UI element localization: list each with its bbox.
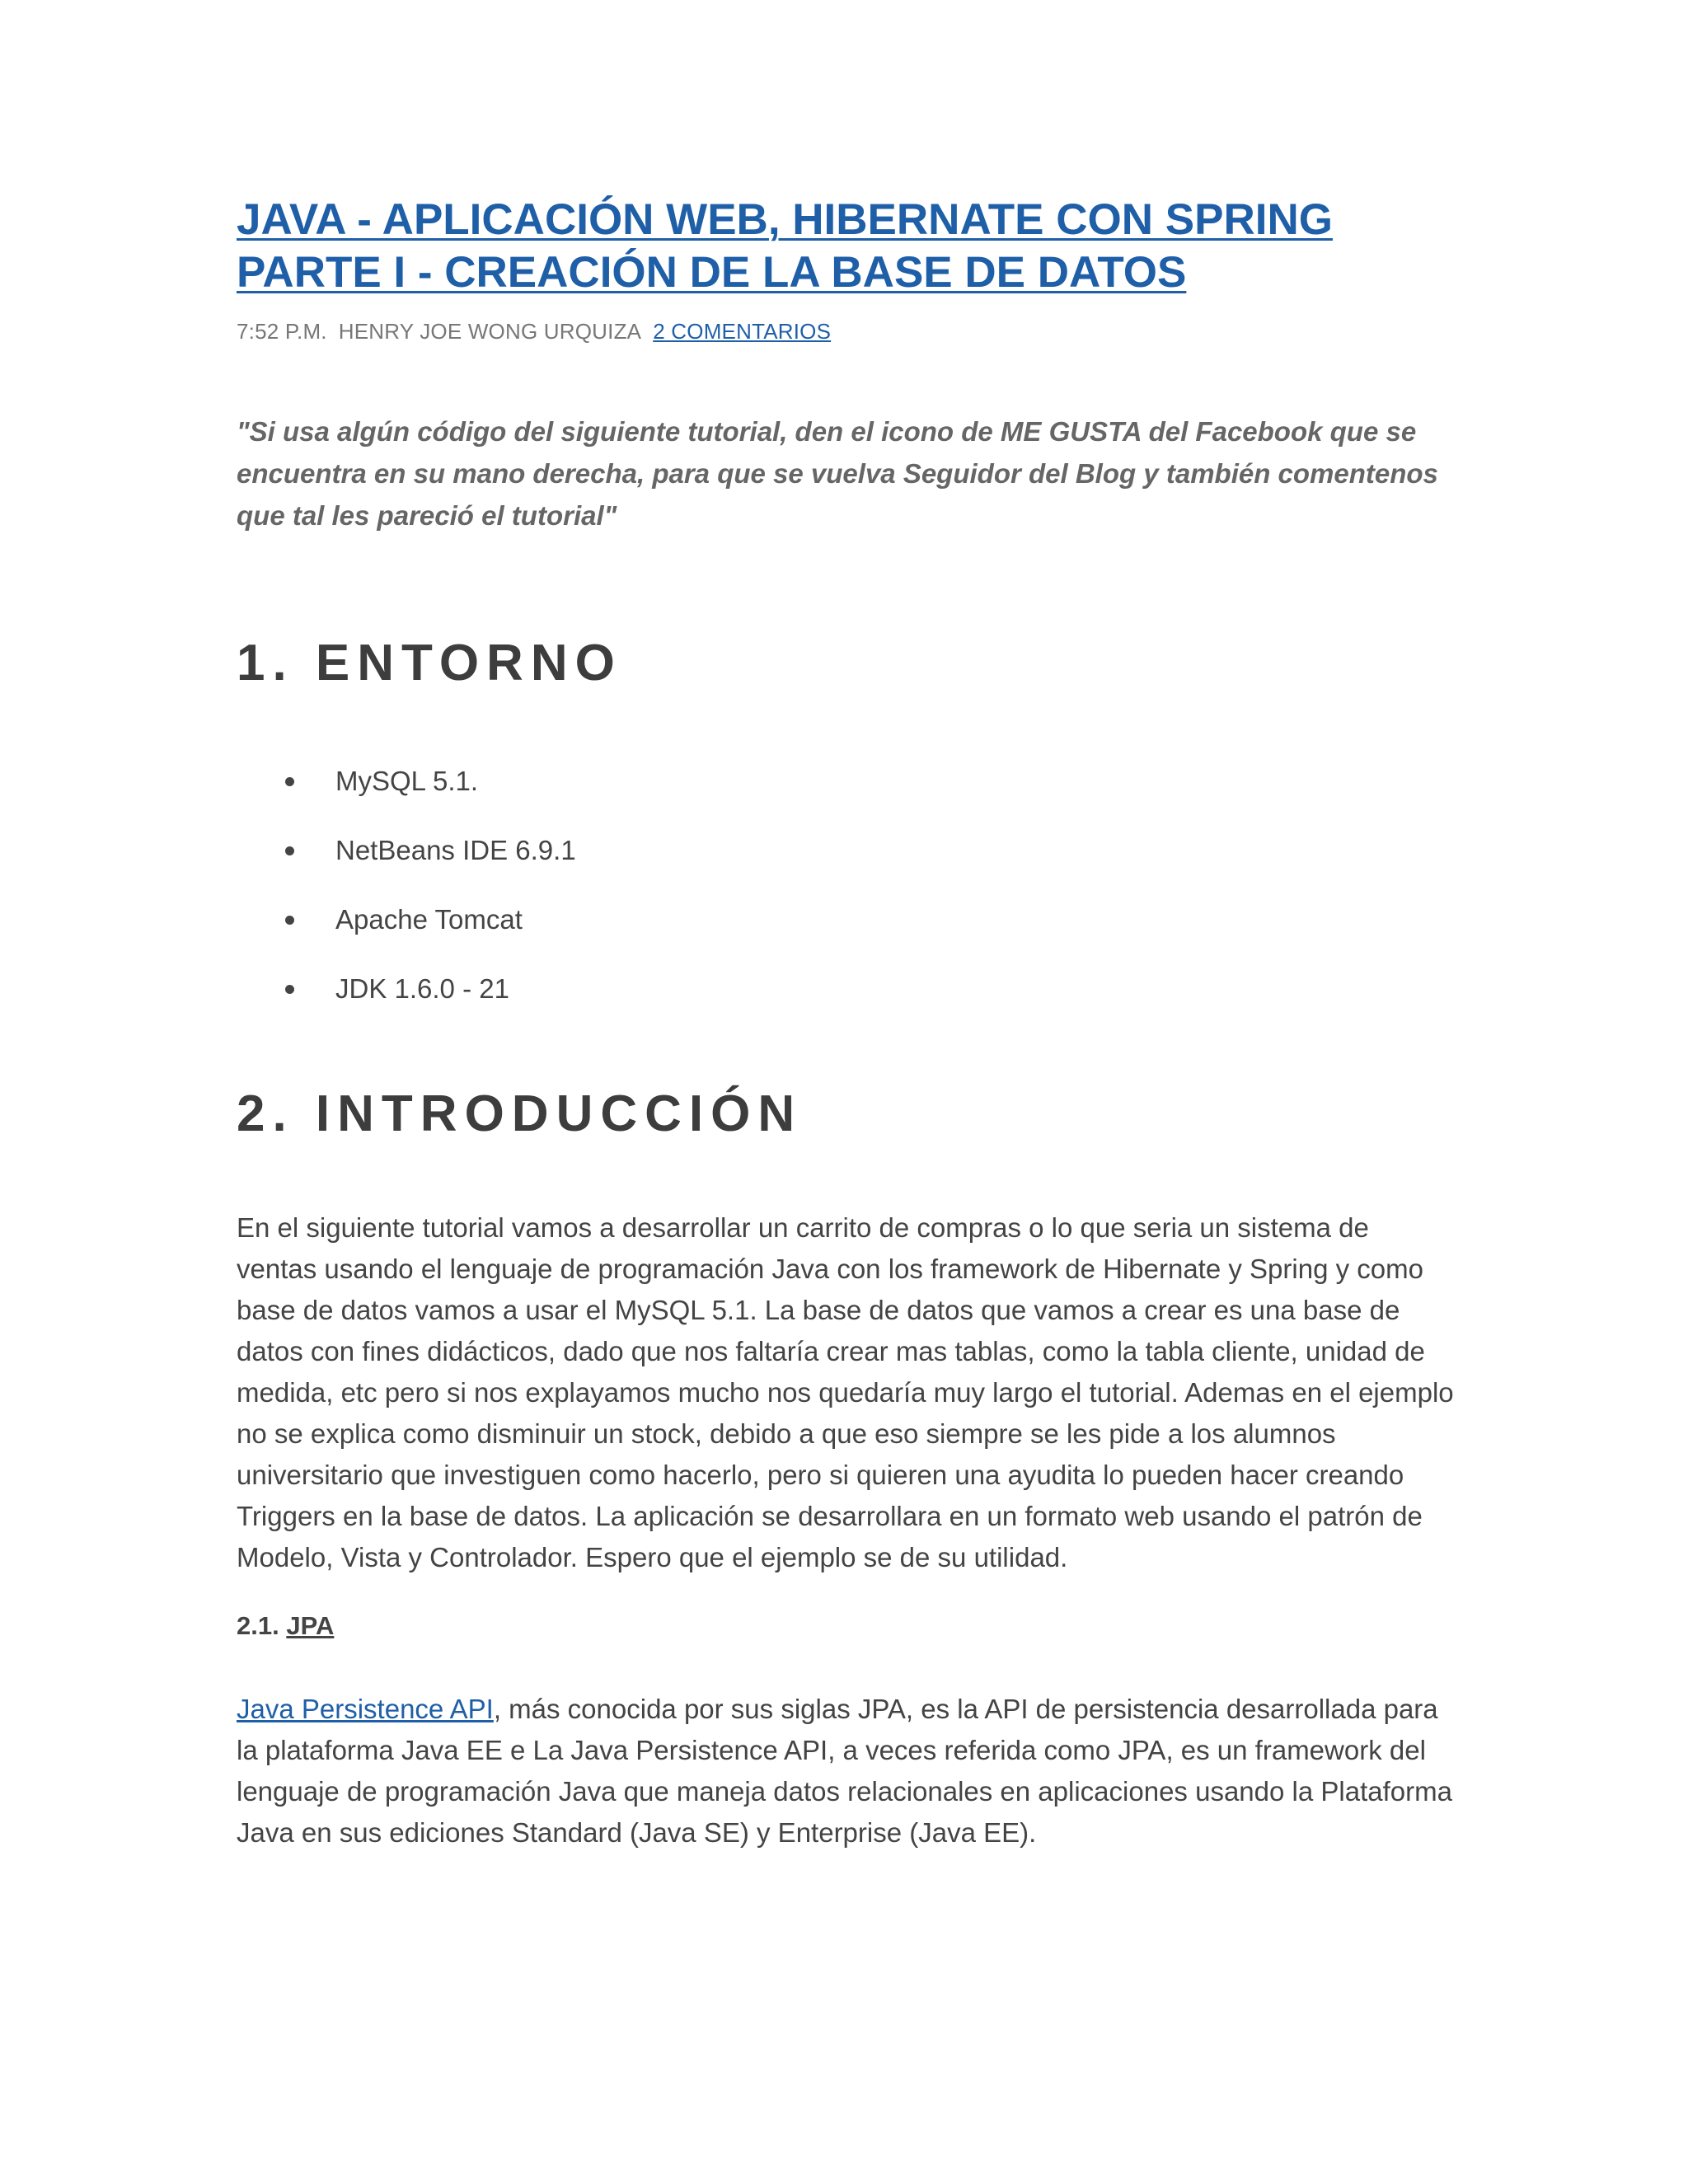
jpa-paragraph — [237, 1689, 1456, 1854]
intro-quote: "Si usa algún código del siguiente tutorial, den el icono de ME GUSTA del Facebook que se encuentra en su mano derecha, para que se vuelva Seguidor del Blog y también comentenos que tal les pareció el tutorial" — [237, 416, 1438, 531]
blog-post — [237, 194, 1456, 1881]
post-author: HENRY JOE WONG URQUIZA — [338, 319, 642, 344]
subsection-heading-jpa — [237, 1611, 1456, 1641]
environment-list — [237, 765, 1456, 1005]
list-item: NetBeans IDE 6.9.1 — [237, 834, 1456, 867]
post-title-link[interactable] — [237, 194, 1456, 299]
post-meta — [237, 319, 1456, 344]
comments-link[interactable]: 2 COMENTARIOS — [653, 319, 832, 344]
jpa-description: , más conocida por sus siglas JPA, es la API de persistencia desarrollada para la plataforma Java EE e La Java Persistence API, a veces referida como JPA, es un framework del lenguaje de programación Java que maneja datos relacionales en aplicaciones usando la Plataforma Java en sus ediciones Standard (Java SE) y Enterprise (Java EE). — [237, 1694, 1452, 1848]
list-item: JDK 1.6.0 - 21 — [237, 972, 1456, 1005]
list-item: Apache Tomcat — [237, 903, 1456, 936]
post-title-line-2[interactable]: PARTE I - CREACIÓN DE LA BASE DE DATOS — [237, 248, 1187, 297]
intro-paragraph: En el siguiente tutorial vamos a desarrollar un carrito de compras o lo que seria un sistema de ventas usando el lenguaje de programación Java con los framework de Hibernate y Spring y como base de datos vamos a usar el MySQL 5.1. La base de datos que vamos a crear es una base de datos con fines didácticos, dado que nos faltaría crear mas tablas, como la tabla cliente, unidad de medida, etc pero si nos explayamos mucho nos quedaría muy largo el tutorial. Ademas en el ejemplo no se explica como disminuir un stock, debido a que eso siempre se les pide a los alumnos universitario que investiguen como hacerlo, pero si quieren una ayudita lo pueden hacer creando Triggers en la base de datos. La aplicación se desarrollara en un formato web usando el patrón de Modelo, Vista y Controlador. Espero que el ejemplo se de su utilidad. — [237, 1212, 1454, 1572]
section-heading-entorno: 1. ENTORNO — [237, 635, 622, 691]
subsection-number: 2.1. — [237, 1611, 279, 1640]
java-persistence-api-link[interactable]: Java Persistence API — [237, 1694, 494, 1724]
post-time: 7:52 P.M. — [237, 319, 327, 344]
section-heading-introduccion: 2. INTRODUCCIÓN — [237, 1085, 803, 1142]
post-title-line-1[interactable]: JAVA - APLICACIÓN WEB, HIBERNATE CON SPRING — [237, 195, 1333, 244]
jpa-heading-link[interactable]: JPA — [286, 1611, 335, 1640]
list-item: MySQL 5.1. — [237, 765, 1456, 798]
